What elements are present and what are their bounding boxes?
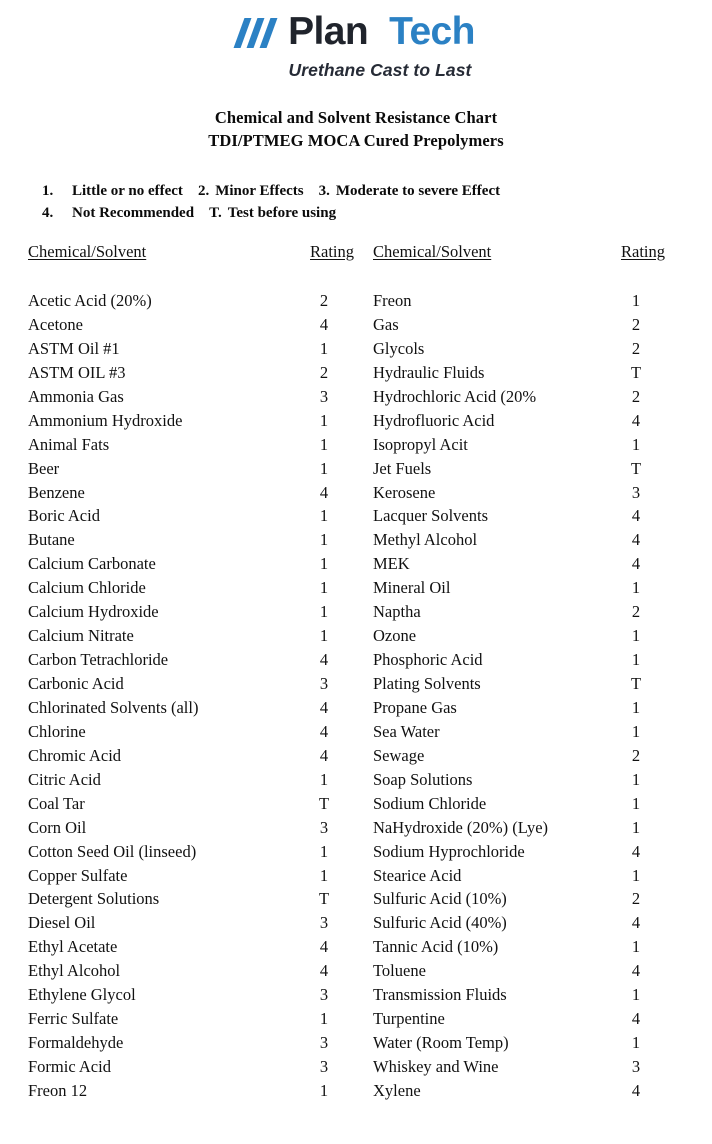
chemical-rating: 1 (319, 554, 329, 574)
table-column-left (28, 242, 358, 1100)
chemical-name: Lacquer Solvents (373, 506, 489, 526)
table-row (373, 552, 683, 576)
chemical-name: Sea Water (373, 721, 440, 741)
chemical-name: Corn Oil (28, 817, 87, 837)
chemical-name: Ferric Sulfate (28, 1009, 119, 1029)
legend-row-1 (42, 180, 682, 202)
chemical-name: Butane (28, 530, 75, 550)
chemical-name: Jet Fuels (373, 458, 432, 478)
chemical-rating: 2 (631, 745, 641, 765)
chemical-name: Calcium Chloride (28, 578, 146, 598)
chemical-name: Hydrofluoric Acid (373, 410, 495, 430)
chemical-name: Freon (373, 291, 412, 310)
chemical-rating: T (318, 793, 330, 813)
legend-label: Not Recommended (72, 205, 195, 221)
three-slanted-bars-icon (237, 18, 279, 48)
chemical-rating: 3 (319, 1057, 329, 1076)
table-row (28, 409, 358, 433)
chemical-rating: 4 (319, 721, 329, 741)
chemical-rating: 2 (319, 291, 329, 310)
chemical-name: Calcium Carbonate (28, 554, 156, 574)
chemical-rating: 1 (319, 1080, 329, 1100)
legend-number: T. (209, 205, 222, 221)
chemical-rating: 4 (631, 1009, 641, 1029)
chemical-name: Citric Acid (28, 769, 101, 789)
legend-row-2 (42, 202, 682, 224)
column-header-left (28, 242, 358, 262)
chemical-name: Xylene (373, 1080, 421, 1100)
chemical-name: Kerosene (373, 482, 436, 502)
rating-legend (42, 180, 682, 224)
table-row (373, 744, 683, 768)
chemical-rating: 4 (631, 410, 641, 430)
chemical-rating: 1 (319, 338, 329, 358)
chemical-rating: 3 (631, 1057, 641, 1076)
chemical-rating: 1 (631, 865, 641, 885)
chemical-name: Glycols (373, 338, 425, 358)
table-row (28, 696, 358, 720)
table-row (373, 887, 683, 911)
table-row (28, 361, 358, 385)
chemical-name: Sulfuric Acid (40%) (373, 913, 507, 933)
chemical-rating: 1 (319, 769, 329, 789)
chemical-rating: 1 (319, 626, 329, 646)
table-row (373, 504, 683, 528)
table-row (28, 744, 358, 768)
chemical-rating: 1 (319, 506, 329, 526)
chemical-rating: 1 (319, 530, 329, 550)
chemical-name: Stearice Acid (373, 865, 462, 885)
table-row (373, 409, 683, 433)
chemical-rating: 3 (319, 913, 329, 933)
chemical-name: Naptha (373, 602, 421, 622)
table-row (28, 433, 358, 457)
table-row (373, 600, 683, 624)
table-row (28, 313, 358, 337)
chemical-name: Beer (28, 458, 60, 478)
table-row (373, 337, 683, 361)
table-row (28, 481, 358, 505)
chemical-name: Ethylene Glycol (28, 985, 136, 1005)
chemical-name: Hydrochloric Acid (20% (373, 386, 537, 406)
table-row (28, 1031, 358, 1055)
chemical-name: Cotton Seed Oil (linseed) (28, 841, 197, 861)
table-row (373, 457, 683, 481)
chemical-name: Carbon Tetrachloride (28, 650, 169, 670)
table-row (373, 624, 683, 648)
table-rows-right (373, 289, 683, 1103)
table-row (28, 600, 358, 624)
table-row (28, 457, 358, 481)
chemical-name: NaHydroxide (20%) (Lye) (373, 817, 549, 837)
legend-number: 1. (42, 183, 54, 199)
chemical-rating: 2 (631, 314, 641, 334)
chemical-name: Chlorine (28, 721, 86, 741)
table-row (28, 648, 358, 672)
chemical-name: Diesel Oil (28, 913, 96, 933)
chemical-name: Carbonic Acid (28, 674, 124, 693)
chemical-name: Copper Sulfate (28, 865, 128, 885)
chemical-rating: 1 (631, 578, 641, 598)
chemical-rating: 1 (631, 434, 641, 454)
table-row (28, 672, 358, 696)
chemical-rating: 4 (631, 554, 641, 574)
chemical-name: Chromic Acid (28, 745, 122, 765)
chemical-rating: 1 (631, 1033, 641, 1053)
chemical-name: Propane Gas (373, 697, 457, 717)
chemical-name: Chlorinated Solvents (all) (28, 697, 199, 717)
chemical-name: Isopropyl Acit (373, 434, 468, 454)
table-row (28, 864, 358, 888)
header-rating: Rating (621, 242, 665, 261)
legend-label: Little or no effect (72, 183, 183, 199)
chemical-name: Sodium Hyprochloride (373, 841, 525, 861)
chemical-rating: 1 (631, 697, 641, 717)
table-row (28, 887, 358, 911)
chemical-name: MEK (373, 554, 410, 574)
chemical-name: Calcium Hydroxide (28, 602, 159, 622)
chemical-name: Ethyl Alcohol (28, 961, 121, 981)
table-rows-left (28, 289, 358, 1103)
table-row (28, 840, 358, 864)
chemical-rating: 1 (631, 985, 641, 1005)
table-row (28, 1055, 358, 1079)
chemical-rating: 1 (319, 458, 329, 478)
chemical-name: Soap Solutions (373, 769, 473, 789)
table-row (28, 959, 358, 983)
header-rating: Rating (310, 242, 354, 261)
table-row (373, 1007, 683, 1031)
chemical-rating: 2 (631, 338, 641, 358)
table-row (373, 864, 683, 888)
table-row (373, 576, 683, 600)
table-row (373, 792, 683, 816)
chemical-name: Sulfuric Acid (10%) (373, 889, 507, 909)
table-row (28, 720, 358, 744)
chemical-rating: 4 (631, 961, 641, 981)
table-row (28, 816, 358, 840)
chemical-name: Tannic Acid (10%) (373, 937, 499, 957)
table-row (373, 935, 683, 959)
header-chemical-solvent: Chemical/Solvent (373, 242, 492, 261)
chemical-rating: 4 (319, 650, 329, 670)
table-row (28, 504, 358, 528)
header-chemical-solvent: Chemical/Solvent (28, 242, 147, 261)
chemical-rating: 1 (319, 434, 329, 454)
chemical-name: Calcium Nitrate (28, 626, 134, 646)
chemical-name: Whiskey and Wine (373, 1057, 499, 1076)
logo-word-tech: Tech (389, 10, 475, 53)
table-row (373, 768, 683, 792)
table-row (373, 1055, 683, 1079)
chemical-rating: 4 (319, 961, 329, 981)
chemical-rating: 4 (319, 745, 329, 765)
chemical-rating: 3 (319, 386, 329, 406)
chemical-rating: 4 (319, 937, 329, 957)
page-title-line-1: Chemical and Solvent Resistance Chart (214, 108, 498, 127)
chemical-name: Plating Solvents (373, 674, 481, 693)
table-row (373, 696, 683, 720)
column-header-right (373, 242, 683, 262)
logo-word-plan: Plan (288, 10, 369, 53)
chemical-name: Methyl Alcohol (373, 530, 478, 550)
chemical-rating: 4 (631, 506, 641, 526)
table-row (28, 528, 358, 552)
chemical-rating: T (318, 889, 330, 909)
table-row (373, 648, 683, 672)
chemical-rating: 1 (631, 650, 641, 670)
chemical-rating: 1 (319, 410, 329, 430)
legend-number: 2. (197, 183, 210, 199)
chemical-rating: 1 (631, 721, 641, 741)
chemical-name: Sodium Chloride (373, 793, 487, 813)
table-row (373, 911, 683, 935)
table-row (28, 983, 358, 1007)
chemical-rating: 2 (319, 362, 329, 382)
table-row (373, 1079, 683, 1103)
table-row (373, 1031, 683, 1055)
chemical-name: Detergent Solutions (28, 889, 160, 909)
legend-number: 4. (42, 205, 54, 221)
chemical-name: Phosphoric Acid (373, 650, 483, 670)
chemical-rating: 4 (631, 530, 641, 550)
chemical-rating: 2 (631, 602, 641, 622)
chemical-name: Freon 12 (28, 1080, 88, 1100)
chemical-rating: 3 (631, 482, 641, 502)
chemical-rating: 2 (631, 889, 641, 909)
chemical-rating: 4 (319, 314, 329, 334)
chemical-name: Gas (373, 314, 399, 334)
chemical-name: Acetic Acid (20%) (28, 291, 152, 310)
table-row (373, 528, 683, 552)
chemical-rating: 4 (319, 697, 329, 717)
chemical-name: Transmission Fluids (373, 985, 507, 1005)
chemical-rating: 1 (319, 1009, 329, 1029)
table-row (28, 792, 358, 816)
table-row (28, 1007, 358, 1031)
table-row (373, 816, 683, 840)
table-row (373, 361, 683, 385)
chemical-rating: 3 (319, 985, 329, 1005)
table-row (28, 337, 358, 361)
table-row (373, 433, 683, 457)
chemical-name: ASTM OIL #3 (28, 362, 126, 382)
chemical-rating: 1 (319, 578, 329, 598)
table-row (373, 289, 683, 313)
chemical-name: Hydraulic Fluids (373, 362, 485, 382)
logo-wordmark (237, 12, 475, 51)
table-row (373, 840, 683, 864)
chemical-name: Benzene (28, 482, 85, 502)
chemical-name: Ammonium Hydroxide (28, 410, 183, 430)
chemical-name: Ethyl Acetate (28, 937, 118, 957)
table-column-right (373, 242, 683, 1100)
table-row (28, 385, 358, 409)
table-row (28, 935, 358, 959)
chemical-rating: T (630, 362, 642, 382)
chemical-rating: 1 (319, 841, 329, 861)
chemical-name: Coal Tar (28, 793, 85, 813)
chemical-rating: 1 (631, 937, 641, 957)
chemical-name: Formaldehyde (28, 1033, 124, 1053)
chemical-name: Acetone (28, 314, 83, 334)
table-row (28, 624, 358, 648)
chemical-rating: 1 (319, 602, 329, 622)
chemical-rating: 4 (631, 1080, 641, 1100)
chemical-rating: 3 (319, 674, 329, 693)
chemical-rating: 1 (631, 626, 641, 646)
table-row (373, 672, 683, 696)
logo-tagline: Urethane Cast to Last (288, 59, 472, 80)
chemical-rating: 1 (631, 291, 641, 310)
chemical-name: ASTM Oil #1 (28, 338, 120, 358)
table-row (373, 720, 683, 744)
legend-label: Test before using (227, 205, 337, 221)
chemical-rating: 3 (319, 1033, 329, 1053)
chemical-name: Formic Acid (28, 1057, 111, 1076)
company-logo-block (0, 12, 712, 81)
chemical-name: Sewage (373, 745, 425, 765)
legend-number: 3. (318, 183, 330, 199)
chemical-name: Boric Acid (28, 506, 100, 526)
chemical-rating: 3 (319, 817, 329, 837)
page-title (0, 106, 712, 152)
table-row (373, 313, 683, 337)
chemical-rating: 4 (319, 482, 329, 502)
table-row (28, 552, 358, 576)
chemical-rating: 1 (631, 817, 641, 837)
chemical-rating: 1 (631, 793, 641, 813)
table-row (28, 768, 358, 792)
table-row (28, 576, 358, 600)
chemical-name: Animal Fats (28, 434, 110, 454)
legend-label: Minor Effects (215, 183, 304, 199)
chemical-rating: T (630, 458, 642, 478)
chemical-rating: 2 (631, 386, 641, 406)
table-row (28, 289, 358, 313)
chemical-name: Mineral Oil (373, 578, 451, 598)
table-row (373, 385, 683, 409)
table-row (28, 1079, 358, 1103)
table-row (373, 959, 683, 983)
chemical-name: Ammonia Gas (28, 386, 124, 406)
chemical-name: Ozone (373, 626, 417, 646)
chemical-rating: 1 (319, 865, 329, 885)
chemical-name: Water (Room Temp) (373, 1033, 509, 1053)
table-row (373, 481, 683, 505)
chemical-rating: 1 (631, 769, 641, 789)
table-row (373, 983, 683, 1007)
chemical-name: Turpentine (373, 1009, 445, 1029)
page-title-line-2: TDI/PTMEG MOCA Cured Prepolymers (208, 131, 504, 150)
legend-label: Moderate to severe Effect (335, 183, 501, 199)
chemical-rating: 4 (631, 913, 641, 933)
chemical-name: Toluene (373, 961, 426, 981)
chemical-rating: 4 (631, 841, 641, 861)
table-row (28, 911, 358, 935)
chemical-rating: T (630, 674, 642, 693)
